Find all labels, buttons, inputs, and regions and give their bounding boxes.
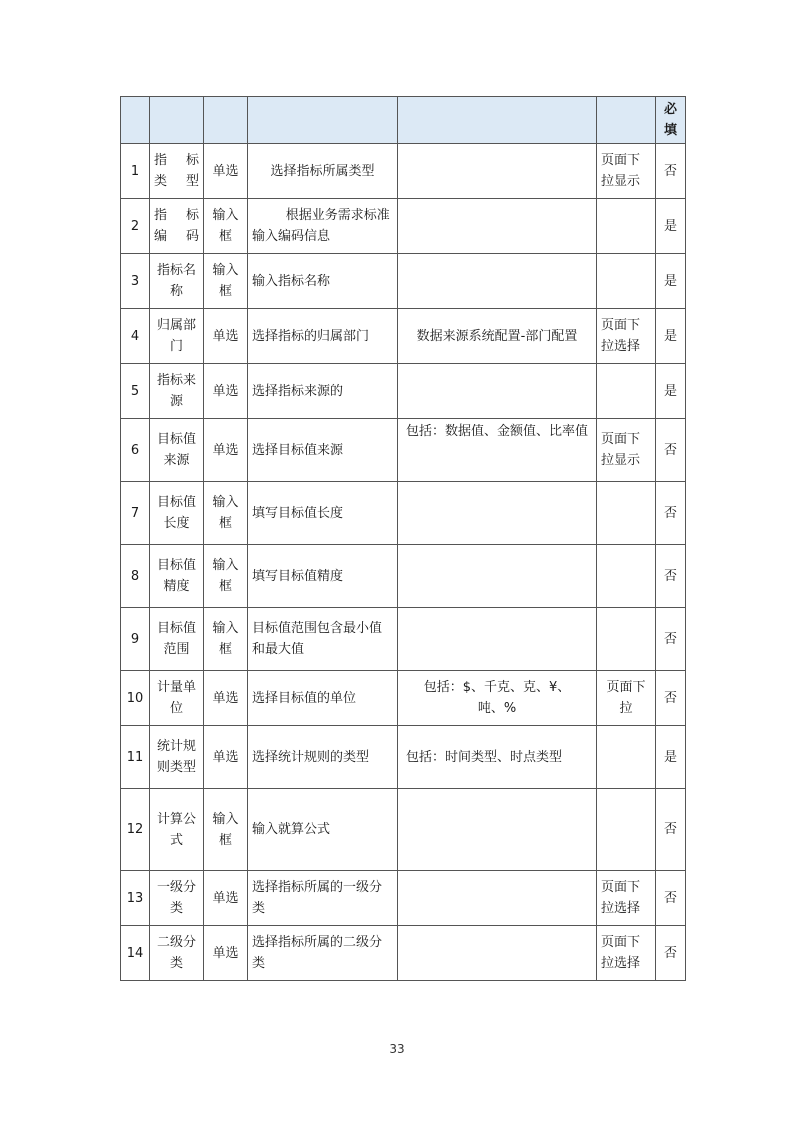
table-row bbox=[121, 671, 686, 726]
field-description: 选择指标所属的二级分类 bbox=[248, 926, 398, 981]
required-flag: 否 bbox=[656, 419, 686, 482]
input-type: 单选 bbox=[204, 671, 248, 726]
field-note: 包括：数据值、金额值、比率值 bbox=[398, 419, 597, 482]
header-cell-note bbox=[398, 97, 597, 144]
input-type: 输入框 bbox=[204, 254, 248, 309]
field-name: 指 标 编码 bbox=[150, 199, 204, 254]
field-name: 一级分类 bbox=[150, 871, 204, 926]
field-note bbox=[398, 364, 597, 419]
display-mode bbox=[597, 482, 656, 545]
field-description: 根据业务需求标准输入编码信息 bbox=[248, 199, 398, 254]
header-cell-required: 必填 bbox=[656, 97, 686, 144]
required-flag: 是 bbox=[656, 364, 686, 419]
required-flag: 是 bbox=[656, 199, 686, 254]
header-cell-desc bbox=[248, 97, 398, 144]
table-row bbox=[121, 199, 686, 254]
input-type: 单选 bbox=[204, 871, 248, 926]
header-cell-type bbox=[204, 97, 248, 144]
field-name: 指标名称 bbox=[150, 254, 204, 309]
row-number: 1 bbox=[121, 144, 150, 199]
row-number: 5 bbox=[121, 364, 150, 419]
display-mode bbox=[597, 789, 656, 871]
required-flag: 是 bbox=[656, 254, 686, 309]
row-number: 13 bbox=[121, 871, 150, 926]
header-cell-no bbox=[121, 97, 150, 144]
field-name: 计量单位 bbox=[150, 671, 204, 726]
field-description: 输入指标名称 bbox=[248, 254, 398, 309]
display-mode: 页面下拉显示 bbox=[597, 419, 656, 482]
field-name: 指标来源 bbox=[150, 364, 204, 419]
row-number: 9 bbox=[121, 608, 150, 671]
input-type: 单选 bbox=[204, 309, 248, 364]
field-description: 选择指标所属类型 bbox=[248, 144, 398, 199]
display-mode bbox=[597, 608, 656, 671]
table-row bbox=[121, 309, 686, 364]
header-cell-name bbox=[150, 97, 204, 144]
input-type: 单选 bbox=[204, 144, 248, 199]
display-mode: 页面下拉 bbox=[597, 671, 656, 726]
required-flag: 否 bbox=[656, 608, 686, 671]
input-type: 输入框 bbox=[204, 482, 248, 545]
display-mode bbox=[597, 726, 656, 789]
field-name: 目标值来源 bbox=[150, 419, 204, 482]
input-type: 输入框 bbox=[204, 545, 248, 608]
table-header-row bbox=[121, 97, 686, 144]
field-description: 填写目标值精度 bbox=[248, 545, 398, 608]
display-mode: 页面下拉选择 bbox=[597, 871, 656, 926]
field-note: 包括：$、千克、克、¥、吨、% bbox=[398, 671, 597, 726]
required-flag: 否 bbox=[656, 926, 686, 981]
field-description: 选择指标所属的一级分类 bbox=[248, 871, 398, 926]
input-type: 输入框 bbox=[204, 608, 248, 671]
display-mode bbox=[597, 254, 656, 309]
display-mode: 页面下拉选择 bbox=[597, 926, 656, 981]
input-type: 单选 bbox=[204, 364, 248, 419]
field-description: 选择统计规则的类型 bbox=[248, 726, 398, 789]
input-type: 单选 bbox=[204, 419, 248, 482]
row-number: 8 bbox=[121, 545, 150, 608]
field-note bbox=[398, 871, 597, 926]
required-flag: 否 bbox=[656, 144, 686, 199]
field-spec-table bbox=[120, 96, 686, 981]
required-flag: 否 bbox=[656, 671, 686, 726]
field-note: 数据来源系统配置-部门配置 bbox=[398, 309, 597, 364]
required-flag: 否 bbox=[656, 482, 686, 545]
table-row bbox=[121, 926, 686, 981]
input-type: 输入框 bbox=[204, 199, 248, 254]
row-number: 4 bbox=[121, 309, 150, 364]
table-row bbox=[121, 871, 686, 926]
row-number: 12 bbox=[121, 789, 150, 871]
field-note bbox=[398, 254, 597, 309]
field-description: 选择目标值来源 bbox=[248, 419, 398, 482]
table-row bbox=[121, 144, 686, 199]
row-number: 14 bbox=[121, 926, 150, 981]
table-row bbox=[121, 545, 686, 608]
row-number: 3 bbox=[121, 254, 150, 309]
input-type: 输入框 bbox=[204, 789, 248, 871]
field-name: 计算公式 bbox=[150, 789, 204, 871]
row-number: 6 bbox=[121, 419, 150, 482]
field-name: 统计规则类型 bbox=[150, 726, 204, 789]
table-row bbox=[121, 364, 686, 419]
row-number: 11 bbox=[121, 726, 150, 789]
display-mode: 页面下拉选择 bbox=[597, 309, 656, 364]
field-name: 目标值精度 bbox=[150, 545, 204, 608]
field-note bbox=[398, 144, 597, 199]
row-number: 7 bbox=[121, 482, 150, 545]
table-row bbox=[121, 608, 686, 671]
table-row bbox=[121, 254, 686, 309]
required-flag: 否 bbox=[656, 871, 686, 926]
required-flag: 是 bbox=[656, 309, 686, 364]
field-name: 目标值范围 bbox=[150, 608, 204, 671]
row-number: 2 bbox=[121, 199, 150, 254]
field-description: 选择指标来源的 bbox=[248, 364, 398, 419]
required-flag: 是 bbox=[656, 726, 686, 789]
input-type: 单选 bbox=[204, 726, 248, 789]
field-note bbox=[398, 199, 597, 254]
field-description: 填写目标值长度 bbox=[248, 482, 398, 545]
table-row bbox=[121, 726, 686, 789]
display-mode: 页面下拉显示 bbox=[597, 144, 656, 199]
field-note bbox=[398, 926, 597, 981]
field-name: 目标值长度 bbox=[150, 482, 204, 545]
field-note bbox=[398, 482, 597, 545]
field-description: 选择指标的归属部门 bbox=[248, 309, 398, 364]
display-mode bbox=[597, 364, 656, 419]
field-note bbox=[398, 608, 597, 671]
input-type: 单选 bbox=[204, 926, 248, 981]
display-mode bbox=[597, 199, 656, 254]
field-note bbox=[398, 545, 597, 608]
field-description: 选择目标值的单位 bbox=[248, 671, 398, 726]
field-description: 输入就算公式 bbox=[248, 789, 398, 871]
field-note: 包括：时间类型、时点类型 bbox=[398, 726, 597, 789]
page-number: 33 bbox=[389, 1042, 405, 1056]
display-mode bbox=[597, 545, 656, 608]
required-flag: 否 bbox=[656, 789, 686, 871]
table-row bbox=[121, 482, 686, 545]
table-row bbox=[121, 789, 686, 871]
table-row bbox=[121, 419, 686, 482]
field-description: 目标值范围包含最小值和最大值 bbox=[248, 608, 398, 671]
row-number: 10 bbox=[121, 671, 150, 726]
field-name: 归属部门 bbox=[150, 309, 204, 364]
field-name: 二级分类 bbox=[150, 926, 204, 981]
field-name: 指 标 类型 bbox=[150, 144, 204, 199]
field-note bbox=[398, 789, 597, 871]
header-cell-ui bbox=[597, 97, 656, 144]
required-flag: 否 bbox=[656, 545, 686, 608]
